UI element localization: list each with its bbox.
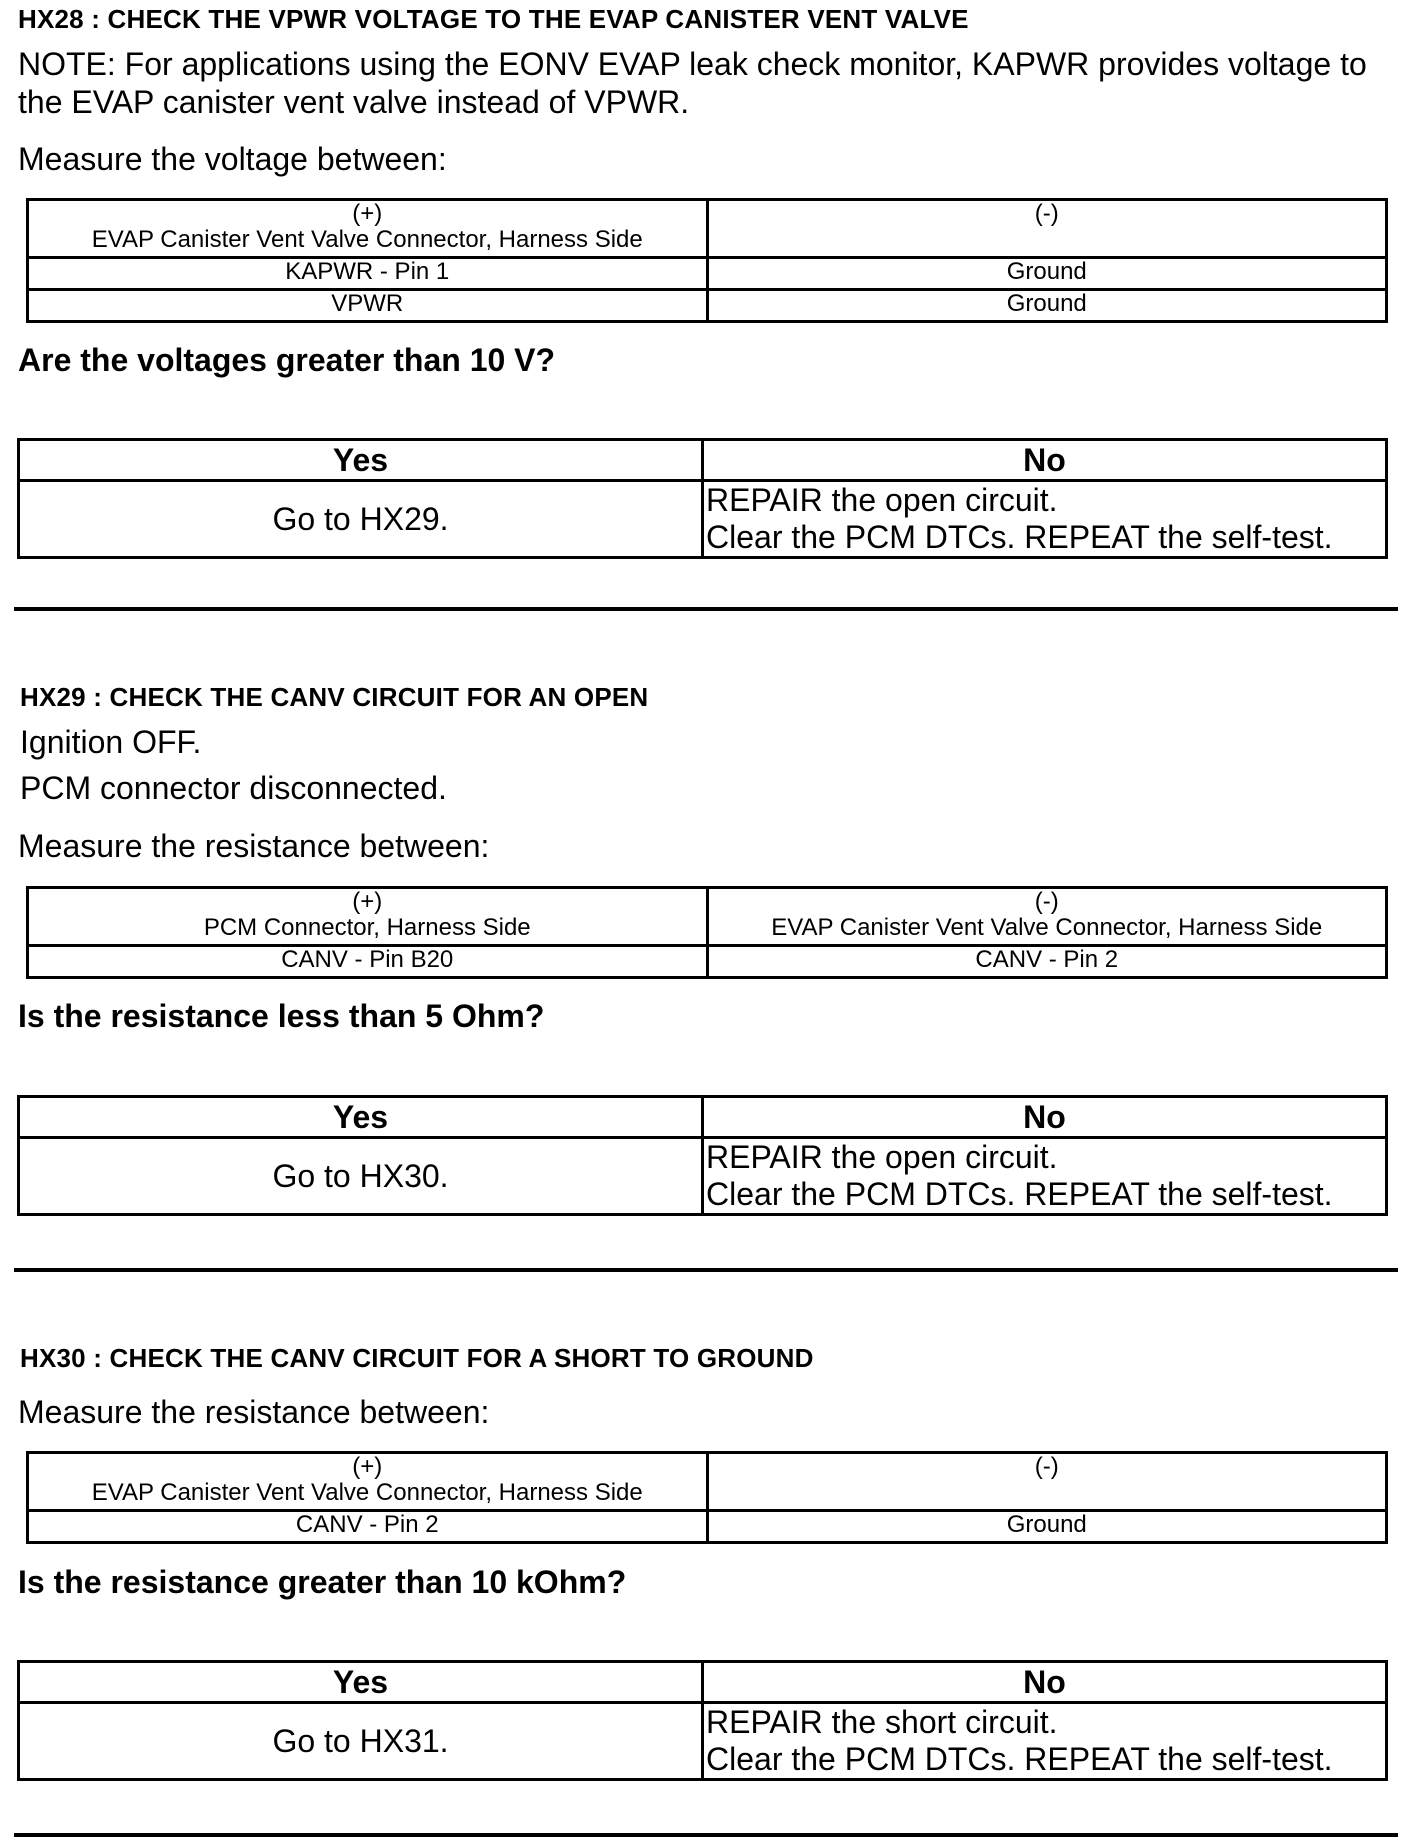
instruction-hx30: Measure the resistance between: [18,1394,490,1430]
minus-header-cell [707,200,1387,258]
table-cell: VPWR [28,290,708,322]
no-header: No [703,1097,1387,1138]
table-cell: Ground [707,1511,1387,1543]
section-divider [14,1268,1398,1272]
yes-header: Yes [19,1662,703,1703]
step-text: PCM connector disconnected. [20,770,447,806]
yes-action [19,481,703,558]
plus-symbol: (+) [352,888,383,915]
no-action-line: REPAIR the open circuit. [706,482,1058,518]
question-hx30: Is the resistance greater than 10 kOhm? [18,1564,627,1600]
measure-table-hx29 [26,886,1388,979]
minus-header-cell [707,888,1387,946]
plus-header-cell [28,1453,708,1511]
plus-symbol: (+) [352,200,383,227]
table-cell: CANV - Pin 2 [707,946,1387,978]
question-hx28: Are the voltages greater than 10 V? [18,342,556,378]
plus-header-cell [28,200,708,258]
no-header: No [703,1662,1387,1703]
plus-label: EVAP Canister Vent Valve Connector, Harness Side [91,226,643,253]
section-divider [14,607,1398,611]
yes-header: Yes [19,1097,703,1138]
plus-label: PCM Connector, Harness Side [203,914,531,941]
result-table-hx30 [17,1660,1388,1781]
no-action-line: Clear the PCM DTCs. REPEAT the self-test. [706,1741,1333,1777]
yes-action-text: Go to HX30. [272,1157,449,1194]
measure-table-hx30 [26,1451,1388,1544]
section-divider [14,1833,1398,1837]
minus-label: EVAP Canister Vent Valve Connector, Harness Side [771,914,1323,941]
minus-symbol: (-) [1034,1453,1059,1480]
no-action [703,1138,1387,1215]
section-heading-hx29: HX29 : CHECK THE CANV CIRCUIT FOR AN OPEN [20,682,649,712]
plus-header-cell [28,888,708,946]
measure-table-hx28 [26,198,1388,323]
minus-header-cell [707,1453,1387,1511]
no-action-line: REPAIR the short circuit. [706,1704,1058,1740]
table-cell: CANV - Pin B20 [28,946,708,978]
section-heading-hx28: HX28 : CHECK THE VPWR VOLTAGE TO THE EVAP CANISTER VENT VALVE [18,4,969,34]
yes-action [19,1703,703,1780]
no-action-line: Clear the PCM DTCs. REPEAT the self-test. [706,519,1333,555]
no-action [703,1703,1387,1780]
table-cell: Ground [707,258,1387,290]
minus-symbol: (-) [1034,888,1059,915]
no-action [703,481,1387,558]
plus-label: EVAP Canister Vent Valve Connector, Harness Side [91,1479,643,1506]
yes-action-text: Go to HX31. [272,1722,449,1759]
instruction-hx28: Measure the voltage between: [18,141,447,177]
no-header: No [703,440,1387,481]
note-text: NOTE: For applications using the EONV EVAP leak check monitor, KAPWR provides voltage to the EVAP canister vent valve instead of VPWR. [18,46,1367,120]
yes-header: Yes [19,440,703,481]
no-action-line: REPAIR the open circuit. [706,1139,1058,1175]
yes-action [19,1138,703,1215]
minus-symbol: (-) [1034,200,1059,227]
table-cell: KAPWR - Pin 1 [28,258,708,290]
result-table-hx29 [17,1095,1388,1216]
section-heading-hx30: HX30 : CHECK THE CANV CIRCUIT FOR A SHORT TO GROUND [20,1343,814,1373]
plus-symbol: (+) [352,1453,383,1480]
result-table-hx28 [17,438,1388,559]
table-cell: CANV - Pin 2 [28,1511,708,1543]
table-cell: Ground [707,290,1387,322]
no-action-line: Clear the PCM DTCs. REPEAT the self-test. [706,1176,1333,1212]
instruction-hx29: Measure the resistance between: [18,828,490,864]
step-text: Ignition OFF. [20,724,202,760]
question-hx29: Is the resistance less than 5 Ohm? [18,998,545,1034]
yes-action-text: Go to HX29. [272,500,449,537]
